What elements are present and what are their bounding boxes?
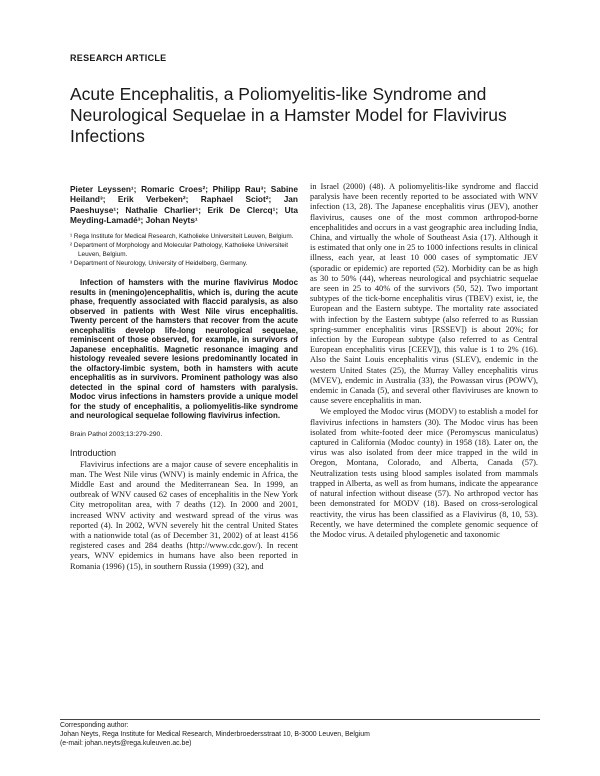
article-type-label: RESEARCH ARTICLE	[70, 53, 167, 63]
right-column	[310, 182, 538, 540]
journal-citation: Brain Pathol 2003;13:279-290.	[70, 430, 163, 438]
body-paragraph-2: We employed the Modoc virus (MODV) to establish a model for flavivirus infections in hamsters (30). The Modoc virus has been isolated from white-footed deer mice (Peromyscus maniculatus) captured in California (Modoc county) in 1958 (18). Later on, the virus was also isolated from deer mice trapped in the wild in Oregon, Montana, Colorado, and Alberta, Canada (57). Neutralization tests using blood samples isolated from mammals trapped in Alberta, as well as from humans, indicate the appearance of natural infection without disease (57). No arthropod vector has been demonstrated for MODV (18). Based on cross-serological reactivity, the virus has been classified as a Flavivirus (8, 10, 53). Recently, we have determined the complete genomic sequence of the Modoc virus. A detailed phylogenetic and taxonomic	[310, 407, 538, 539]
body-paragraph-1: in Israel (2000) (48). A poliomyelitis-like syndrome and flaccid paralysis have been recently reported to be associated with WNV infection (13, 28). The Japanese encephalitis virus (JEV), another flavivirus, causes one of the most common arthropod-borne encephalitides and occurs in a vast geographic area including India, China, and virtually the whole of Southeast Asia (17). Although it is estimated that only one in 25 to 1000 infections results in clinical illness, each year, at least 10 000 cases of symptomatic JEV (sporadic or epidemic) are reported (52). Morbidity can be as high as 30 to 50% (44), whereas neurological and psychiatric sequelae are seen in 25 to 40% of the survivors (50, 52). Two important subtypes of the tick-borne encephalitis virus (TBEV) exist, ie, the European and the Eastern subtype. The mortality rate associated with infection by the Eastern subtype (also referred to as Russian spring-summer encephalitis virus [RSSEV]) is about 20%; for infection by the European subtype (also referred to as Central European encephalitis virus [CEEV]), this value is 1 to 2% (16). Also the Saint Louis encephalitis virus (SLEV), endemic in the western United States (25), the Murray Valley encephalitis virus (MVEV), endemic in Australia (33), the Powassan virus (POWV), endemic in Canada (5), and several other flaviviruses are known to cause severe encephalitis in man.	[310, 182, 538, 406]
footnote-divider	[60, 719, 540, 720]
affiliation-1: ¹ Rega Institute for Medical Research, Katholieke Universiteit Leuven, Belgium.	[70, 233, 294, 241]
left-column	[70, 184, 298, 572]
corresponding-author-heading: Corresponding author:	[60, 722, 129, 729]
article-title: Acute Encephalitis, a Poliomyelitis-like Syndrome and Neurological Sequelae in a Hamster Model for Flavivirus Infections	[70, 84, 507, 146]
corresponding-author-email: (e-mail: johan.neyts@rega.kuleuven.ac.be)	[60, 740, 192, 747]
corresponding-author-address: Johan Neyts, Rega Institute for Medical Research, Minderbroedersstraat 10, B-3000 Leuven, Belgium	[60, 731, 370, 738]
corresponding-author-block	[60, 721, 540, 748]
introduction-heading: Introduction	[70, 447, 116, 458]
abstract: Infection of hamsters with the murine flavivirus Modoc results in (meningo)encephalitis, which is, during the acute phase, frequently associated with flaccid paralysis, as also observed in patients with West Nile virus encephalitis. Twenty percent of the hamsters that recover from the acute encephalitis develop life-long neurological sequelae, reminiscent of those observed, for example, in survivors of Japanese encephalitis. Magnetic resonance imaging and histology revealed severe lesions predominantly located in the olfactory-limbic system, both in hamsters with acute encephalitis as in survivors. Prominent pathology was also detected in the spinal cord of hamsters with paralysis. Modoc virus infections in hamsters provide a unique model for the study of encephalitis, a poliomyelitis-like syndrome and neurological sequelae following flavivirus infection.	[70, 278, 298, 420]
affiliation-2: ² Department of Morphology and Molecular Pathology, Katholieke Universiteit Leuven, Belgium.	[70, 242, 288, 258]
author-list: Pieter Leyssen¹; Romaric Croes²; Philipp Rau³; Sabine Heiland³; Erik Verbeken²; Raphael Sciot²; Jan Paeshuyse¹; Nathalie Charlier¹; Erik De Clercq¹; Uta Meyding-Lamadé³; Johan Neyts¹	[70, 184, 298, 225]
introduction-paragraph: Flavivirus infections are a major cause of severe encephalitis in man. The West Nile virus (WNV) is mainly endemic in Africa, the Middle East and around the Mediterranean Sea. In 1999, an outbreak of WNV caused 62 cases of encephalitis in the New York City metropolitan area, with 7 deaths (12). In 2000 and 2001, increased WNV activity and westward spread of the virus was reported (4). In 2002, WVN severely hit the central United States with a nationwide total (as of December 31, 2002) of at least 4156 registered cases and 284 deaths (http://www.cdc.gov/). In recent years, WNV epidemics in humans have also been reported in Romania (1996) (15), in southern Russia (1999) (32), and	[70, 459, 298, 571]
affiliation-3: ³ Department of Neurology, University of Heidelberg, Germany.	[70, 259, 248, 267]
